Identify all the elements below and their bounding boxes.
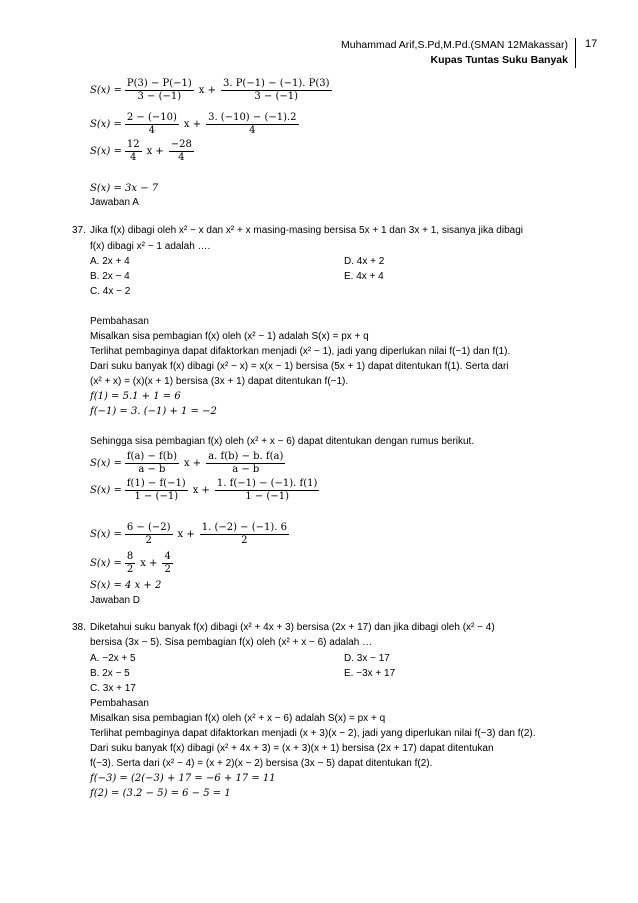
q37-step-1: Misalkan sisa pembagian f(x) oleh (x² − 1) adalah S(x) = px + q — [90, 331, 369, 342]
denominator: 4 — [178, 152, 185, 163]
fraction — [200, 522, 289, 547]
numerator: P(3) − P(−1) — [126, 78, 192, 89]
q37-option-b: B. 2x − 4 — [90, 271, 130, 282]
numerator: a. f(b) − b. f(a) — [208, 451, 284, 462]
denominator: a − b — [138, 464, 166, 475]
denominator: 2 — [145, 535, 152, 546]
q38-text-line1: Diketahui suku banyak f(x) dibagi (x² + 4x + 3) bersisa (2x + 17) dan jika dibagi oleh (x² − 4) — [90, 622, 495, 633]
q38-option-d: D. 3x − 17 — [344, 653, 390, 664]
q37-option-c: C. 4x − 2 — [90, 286, 131, 297]
denominator: 4 — [249, 125, 256, 136]
eq-mid: x + — [183, 458, 202, 469]
q37-step-6: f(−1) = 3. (−1) + 1 = −2 — [90, 406, 217, 417]
q37-step-3: Dari suku banyak f(x) dibagi (x² − x) = x(x − 1) bersisa (5x + 1) dapat ditentukan f(1). Serta dari — [90, 361, 509, 372]
fraction — [125, 139, 142, 164]
q38-number: 38. — [72, 622, 86, 633]
denominator: 1 − (−1) — [245, 491, 289, 502]
eq-lhs: S(x) = — [90, 458, 122, 469]
numerator: f(1) − f(−1) — [126, 478, 186, 489]
denominator: 2 — [126, 564, 134, 575]
q38-step-3: Dari suku banyak f(x) dibagi (x² + 4x + 3) = (x + 3)(x + 1) bersisa (2x + 17) dapat ditentukan — [90, 743, 494, 754]
q38-step-1: Misalkan sisa pembagian f(x) oleh (x² + x − 6) adalah S(x) = px + q — [90, 713, 386, 724]
q37-option-e: E. 4x + 4 — [344, 271, 384, 282]
numerator: 2 − (−10) — [126, 112, 177, 123]
q38-pembahasan-heading: Pembahasan — [90, 698, 149, 709]
numerator: 1. f(−1) − (−1). f(1) — [216, 478, 318, 489]
denominator: 4 — [130, 152, 137, 163]
fraction — [125, 522, 173, 547]
eq-lhs: S(x) = — [90, 529, 122, 540]
fraction — [206, 451, 285, 476]
q38-option-c: C. 3x + 17 — [90, 683, 136, 694]
fraction — [221, 78, 332, 103]
q38-option-e: E. −3x + 17 — [344, 668, 396, 679]
eq-lhs: S(x) = — [90, 119, 122, 130]
denominator: 1 − (−1) — [134, 491, 179, 502]
numerator: 3. (−10) − (−1).2 — [208, 112, 297, 123]
numerator: 4 — [164, 551, 171, 562]
fraction — [206, 112, 298, 137]
q38-step-6: f(2) = (3.2 − 5) = 6 − 5 = 1 — [90, 788, 231, 799]
eq-mid: x + — [140, 558, 158, 569]
q37-formula-substituted — [90, 478, 322, 503]
eq-lhs: S(x) = — [90, 146, 122, 157]
q37-formula-general — [90, 451, 288, 476]
eq-mid: x + — [192, 485, 210, 496]
eq-lhs: S(x) = — [90, 85, 122, 96]
q37-step-2: Terlihat pembaginya dapat difaktorkan menjadi (x² − 1), jadi yang diperlukan nilai f(−1) dan f(1). — [90, 346, 511, 357]
eq-lhs: S(x) = — [90, 558, 122, 569]
fraction — [215, 478, 319, 503]
q38-text-line2: bersisa (3x − 5). Sisa pembagian f(x) oleh (x² + x − 6) adalah … — [90, 637, 373, 648]
page-header — [341, 38, 576, 68]
top-answer: Jawaban A — [90, 197, 139, 208]
q38-step-2: Terlihat pembaginya dapat difaktorkan menjadi (x + 3)(x − 2), jadi yang diperlukan nilai f(−3) dan f(2). — [90, 728, 536, 739]
numerator: 8 — [126, 551, 134, 562]
equation-top-2 — [90, 112, 302, 137]
denominator: 4 — [148, 125, 156, 136]
denominator: 2 — [241, 535, 248, 546]
q37-option-d: D. 4x + 2 — [344, 256, 385, 267]
equation-top-1 — [90, 78, 335, 103]
fraction — [162, 551, 172, 576]
q37-formula-values — [90, 522, 292, 547]
eq-lhs: S(x) = — [90, 485, 122, 496]
fraction — [125, 551, 135, 576]
numerator: 3. P(−1) − (−1). P(3) — [222, 78, 330, 89]
q38-step-4: f(−3). Serta dari (x² − 4) = (x + 2)(x − 2) bersisa (3x − 5) dapat ditentukan f(2). — [90, 758, 433, 769]
numerator: 12 — [126, 139, 140, 150]
q37-text-line1: Jika f(x) dibagi oleh x² − x dan x² + x masing-masing bersisa 5x + 1 dan 3x + 1, sisanya jika dibagi — [90, 225, 523, 236]
fraction — [125, 478, 188, 503]
fraction — [169, 139, 194, 164]
q37-pembahasan-heading: Pembahasan — [90, 316, 149, 327]
numerator: 6 − (−2) — [126, 522, 171, 533]
equation-top-3 — [90, 139, 197, 164]
denominator: 3 − (−1) — [254, 91, 299, 102]
q37-number: 37. — [72, 225, 86, 236]
q37-step-5: f(1) = 5.1 + 1 = 6 — [90, 391, 181, 402]
q37-text-line2: f(x) dibagi x² − 1 adalah …. — [90, 241, 211, 252]
header-author: Muhammad Arif,S.Pd,M.Pd.(SMAN 12Makassar) — [341, 39, 568, 51]
header-subtitle: Kupas Tuntas Suku Banyak — [430, 54, 568, 66]
numerator: −28 — [170, 139, 192, 150]
q37-option-a: A. 2x + 4 — [90, 256, 130, 267]
eq-mid: x + — [183, 119, 202, 130]
q37-step-4: (x² + x) = (x)(x + 1) bersisa (3x + 1) dapat ditentukan f(−1). — [90, 376, 349, 387]
eq-mid: x + — [198, 85, 216, 96]
q38-option-b: B. 2x − 5 — [90, 668, 130, 679]
top-result: S(x) = 3x − 7 — [90, 183, 159, 194]
denominator: 3 − (−1) — [137, 91, 182, 102]
denominator: 2 — [164, 564, 171, 575]
eq-mid: x + — [146, 146, 164, 157]
numerator: 1. (−2) − (−1). 6 — [201, 522, 287, 533]
q38-option-a: A. −2x + 5 — [90, 653, 136, 664]
page-number: 17 — [585, 38, 598, 50]
denominator: a − b — [232, 464, 260, 475]
fraction — [125, 112, 179, 137]
q38-step-5: f(−3) = (2(−3) + 17 = −6 + 17 = 11 — [90, 773, 276, 784]
q37-step-7: Sehingga sisa pembagian f(x) oleh (x² + x − 6) dapat ditentukan dengan rumus berikut. — [90, 436, 475, 447]
q37-result: S(x) = 4 x + 2 — [90, 580, 162, 591]
q37-answer: Jawaban D — [90, 595, 141, 606]
numerator: f(a) − f(b) — [126, 451, 177, 462]
q37-formula-simplified — [90, 551, 176, 576]
fraction — [125, 451, 179, 476]
fraction — [125, 78, 194, 103]
eq-mid: x + — [177, 529, 195, 540]
